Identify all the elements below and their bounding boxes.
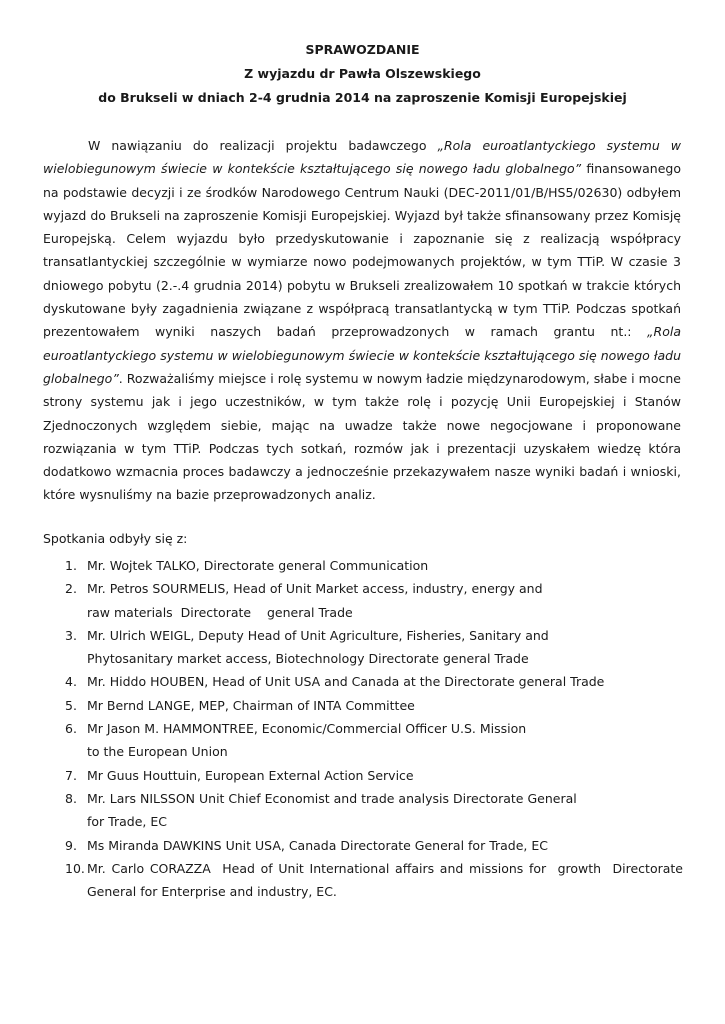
list-item-number: 4. — [65, 674, 77, 690]
list-item — [43, 577, 683, 624]
list-item-text: Mr. Lars NILSSON Unit Chief Economist and trade analysis Directorate General — [87, 790, 577, 806]
list-item-number: 10. — [65, 860, 85, 876]
list-item-text: Mr. Petros SOURMELIS, Head of Unit Market access, industry, energy and — [87, 581, 543, 597]
list-item-number: 6. — [65, 721, 77, 737]
body-text-part-3: . Rozważaliśmy miejsce i rolę systemu w nowym ładzie międzynarodowym, słabe i mocne strony systemu jak i jego uczestników, w tym także rolę i pozycję Unii Europejskiej i Stanów Zjednoczonych względem siebie, mając na uwadze także nowe negocjowane i proponowane rozwiązania w tym TTiP. Podczas tych sotkań, rozmów jak i prezentacji uzyskałem wiedzę która dodatkowo wzmacnia proces badawczy a jednocześnie przekazywałem nasze wyniki badań i wnioski, które wysnuliśmy na bazie przeprowadzonych analiz. — [43, 370, 681, 503]
list-item-text: Mr Jason M. HAMMONTREE, Economic/Commercial Officer U.S. Mission — [87, 721, 527, 737]
project-title-2: „Rola euroatlantyckiego systemu w wielobiegunowym świecie w kontekście kształtującego się nowego ładu globalnego” — [43, 324, 681, 386]
list-item-text: Mr Guus Houttuin, European External Action Service — [87, 767, 414, 783]
list-item-text: Ms Miranda DAWKINS Unit USA, Canada Directorate General for Trade, EC — [87, 837, 548, 853]
body-text-part-2: finansowanego na podstawie decyzji i ze środków Narodowego Centrum Nauki (DEC-2011/01/B/HS5/02630) odbyłem wyjazd do Brukseli na zaproszenie Komisji Europejskiej. Wyjazd był także sfinansowany przez Komisję Europejską. Celem wyjazdu było przedyskutowanie i zapoznanie się z realizacją współpracy transatlantyckiej szczególnie w wymiarze nowo podejmowanych projektów, w tym TTiP. W czasie 3 dniowego pobytu (2.-.4 grudnia 2014) pobytu w Brukseli zrealizowałem 10 spotkań w trakcie których dyskutowane były zagadnienia związane z współpracą transatlantycką w tym TTiP. Podczas spotkań prezentowałem wyniki naszych badań przeprowadzonych w ramach grantu nt.: — [43, 161, 681, 340]
body-text-part-1: W nawiązaniu do realizacji projektu badawczego — [88, 138, 438, 153]
list-item — [43, 857, 687, 904]
meetings-intro: Spotkania odbyły się z: — [43, 531, 188, 546]
report-body-paragraph — [43, 134, 681, 507]
list-item-number: 2. — [65, 581, 77, 597]
list-item-text: Mr. Wojtek TALKO, Directorate general Communication — [87, 558, 429, 573]
list-item-text-continued: to the European Union — [87, 744, 228, 760]
list-item-text: Mr Bernd LANGE, MEP, Chairman of INTA Committee — [87, 697, 415, 713]
list-item-text-continued: raw materials Directorate general Trade — [87, 604, 353, 620]
list-item-number: 9. — [65, 837, 77, 853]
meetings-list — [43, 554, 687, 903]
report-title: SPRAWOZDANIE — [305, 42, 420, 57]
list-item-text-continued: for Trade, EC — [87, 814, 167, 830]
list-item-number: 5. — [65, 697, 77, 713]
list-item-number: 8. — [65, 790, 77, 806]
list-item — [43, 717, 683, 764]
list-item — [43, 694, 683, 717]
list-item-number: 7. — [65, 767, 77, 783]
list-item — [43, 624, 683, 671]
list-item — [43, 834, 683, 857]
report-subtitle: Z wyjazdu dr Pawła Olszewskiego — [244, 66, 481, 81]
report-dates-line: do Brukseli w dniach 2-4 grudnia 2014 na zaproszenie Komisji Europejskiej — [98, 90, 627, 105]
list-item-text: Mr. Ulrich WEIGL, Deputy Head of Unit Agriculture, Fisheries, Sanitary and — [87, 627, 549, 643]
list-item-number: 1. — [65, 558, 77, 573]
list-item — [43, 764, 683, 787]
list-item-text-continued: Phytosanitary market access, Biotechnology Directorate general Trade — [87, 651, 529, 667]
list-item — [43, 670, 683, 693]
list-item — [43, 554, 683, 577]
list-item-text: Mr. Hiddo HOUBEN, Head of Unit USA and Canada at the Directorate general Trade — [87, 674, 605, 690]
project-title-1: „Rola euroatlantyckiego systemu w wielobiegunowym świecie w kontekście kształtującego się nowego ładu globalnego” — [43, 138, 681, 177]
list-item — [43, 787, 683, 834]
list-item-number: 3. — [65, 627, 77, 643]
list-item-text: Mr. Carlo CORAZZA Head of Unit International affairs and missions for growth Directorate General for Enterprise and industry, EC. — [87, 860, 687, 900]
